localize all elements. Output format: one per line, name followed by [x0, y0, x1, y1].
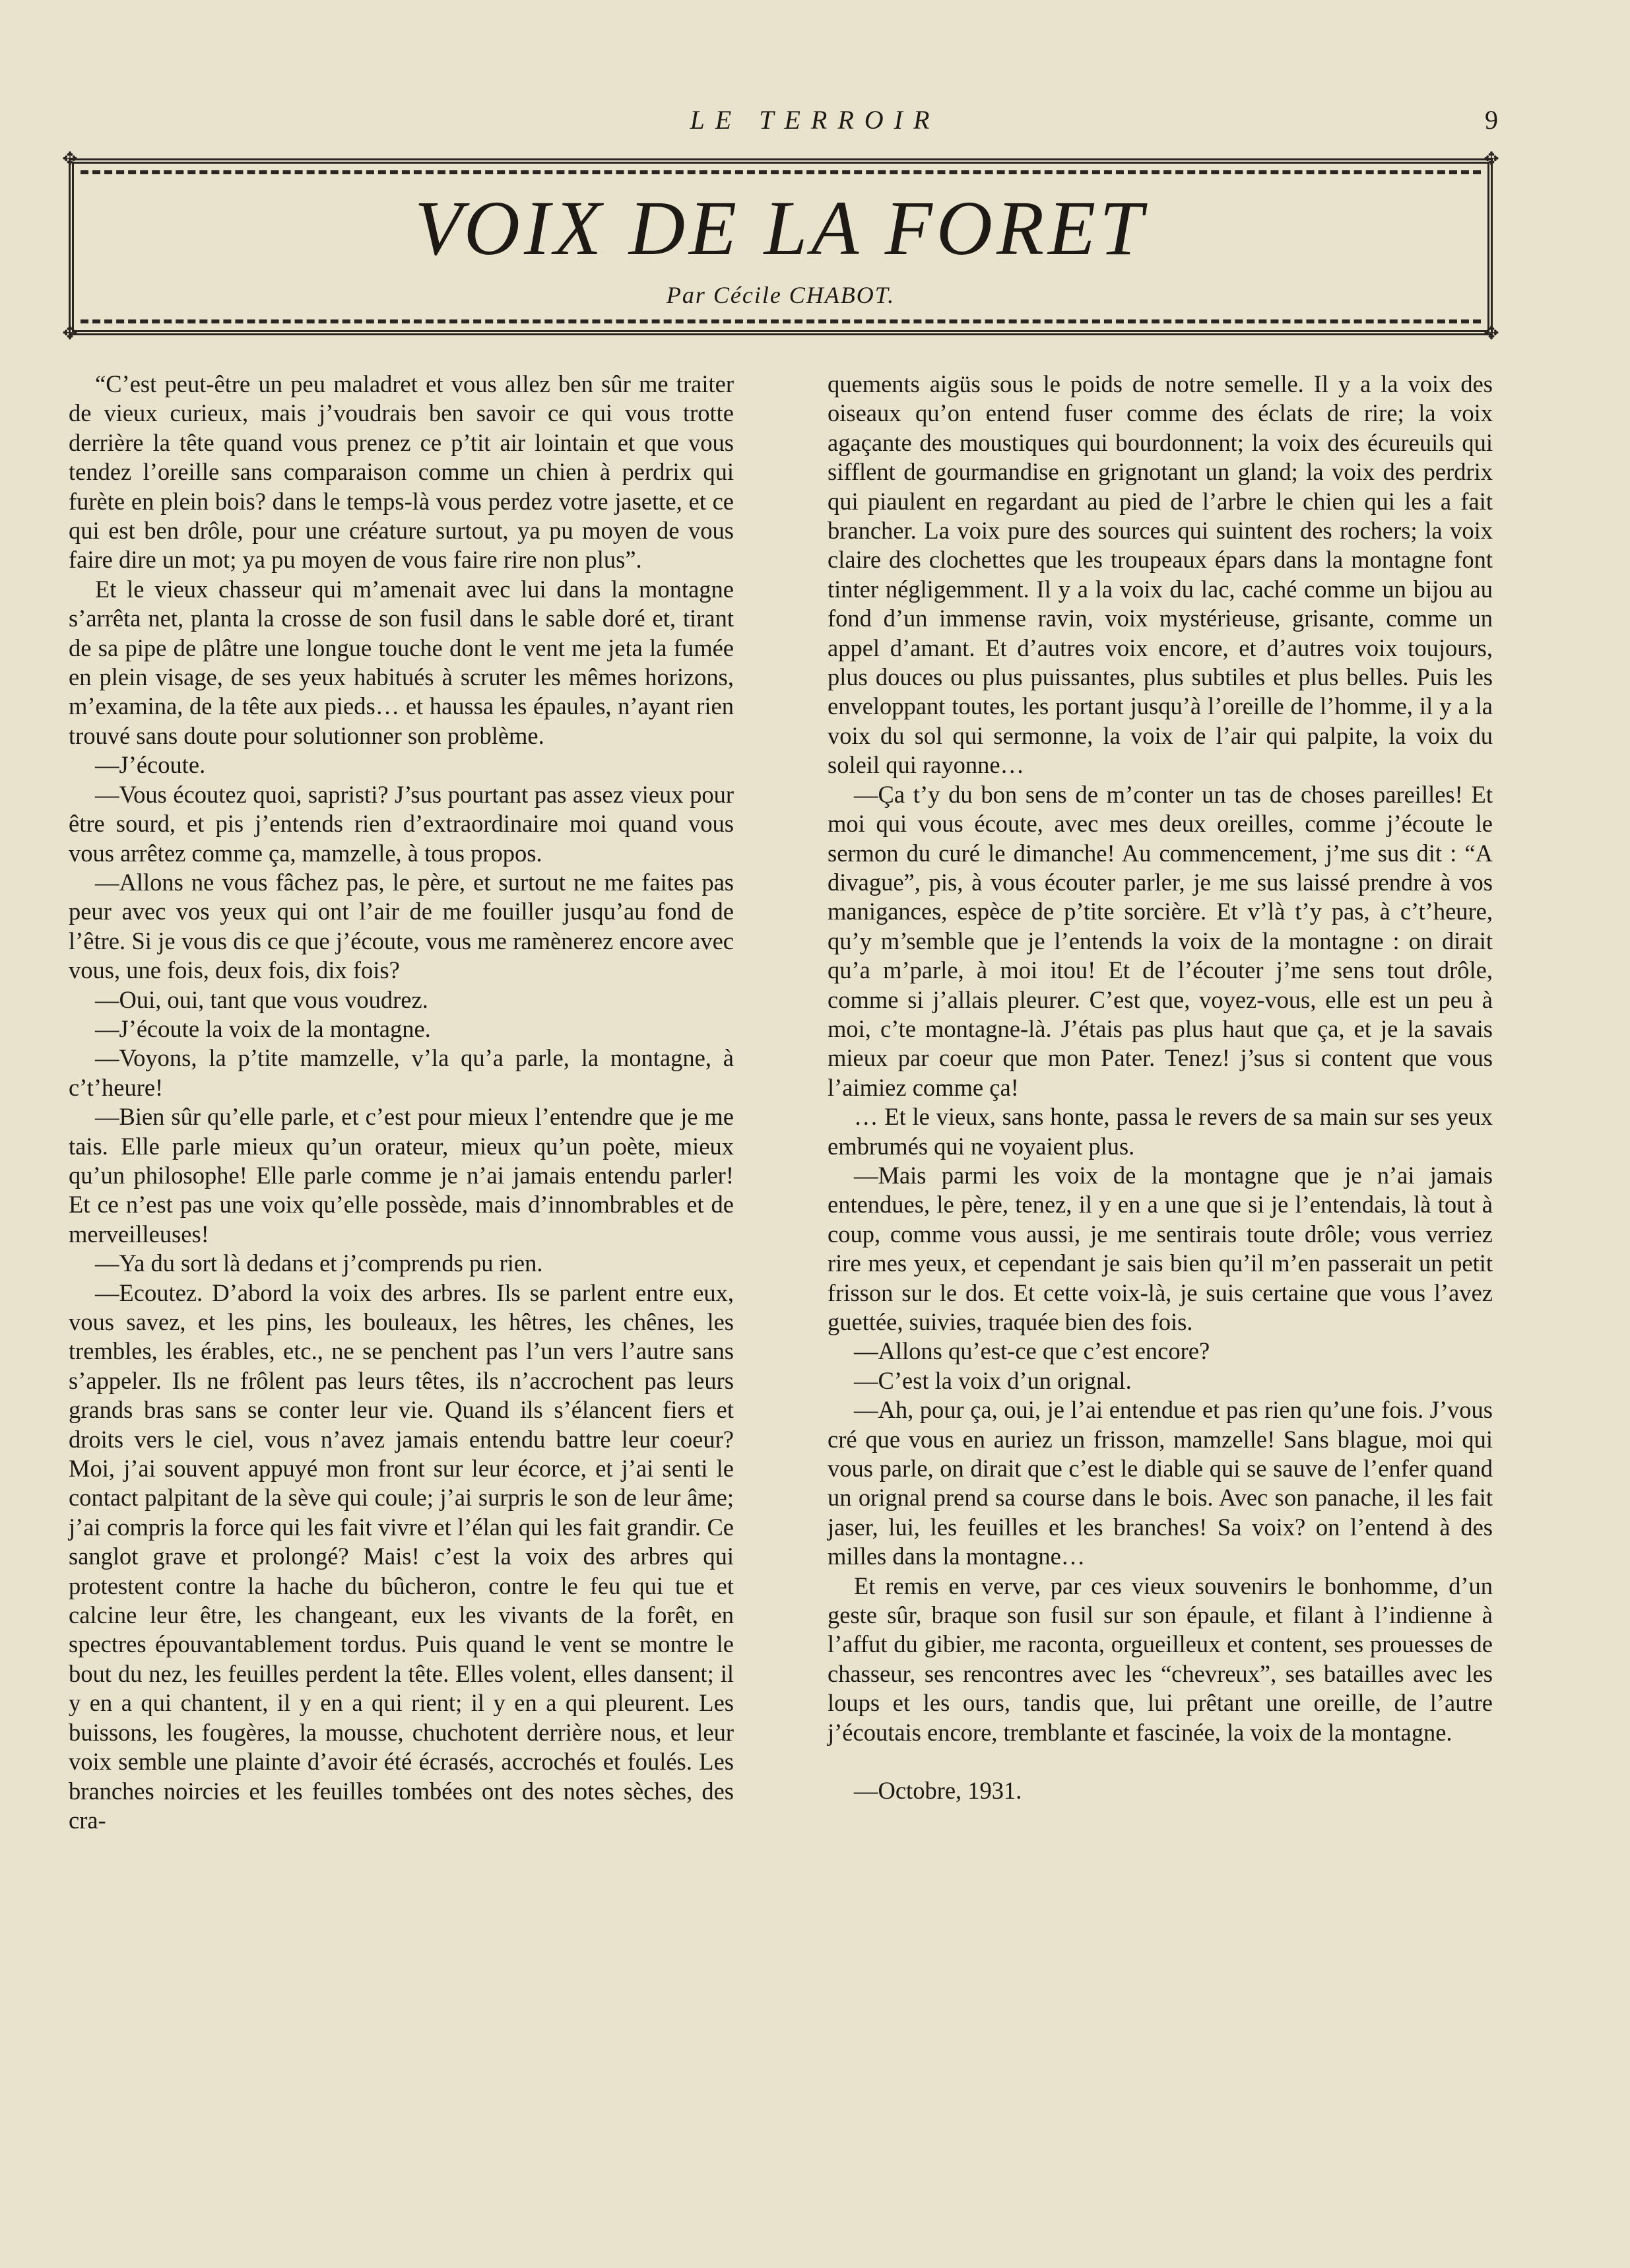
paragraph: —Bien sûr qu’elle parle, et c’est pour mieux l’entendre que je me tais. Elle parle mieux qu’un orateur, mieux qu’un poète, mieux qu’un philosophe! Elle parle comme je n’ai jamais entendu parler! Et ce n’est pas une voix qu’elle possède, mais d’innombrables et de merveilleuses!: [69, 1103, 734, 1248]
corner-ornament-icon: ✥: [62, 149, 78, 170]
corner-ornament-icon: ✥: [1483, 149, 1499, 170]
paragraph: —Ça t’y du bon sens de m’conter un tas de choses pareilles! Et moi qui vous écoute, avec mes deux oreilles, comme j’écoute le sermon du curé le dimanche! Au commencement, j’me sus dit : “A divague”, pis, à vous écouter parler, je me sus laissé prendre à vos manigances, espèce de p’tite sorcière. Et v’là t’y pas, à c’t’heure, qu’y m’semble que je l’entends la voix de la montagne : on dirait qu’a m’parle, à moi itou! Et de l’écouter j’me sens tout drôle, comme si j’allais pleurer. C’est que, voyez-vous, elle est un peu à moi, c’te montagne-là. J’étais pas plus haut que ça, et je la savais mieux par coeur que mon Pater. Tenez! j’sus si content que vous l’aimiez comme ça!: [828, 780, 1493, 1101]
publication-name: LE TERROIR: [690, 105, 940, 135]
paragraph: —Allons qu’est-ce que c’est encore?: [854, 1337, 1210, 1365]
paragraph: —J’écoute.: [95, 751, 206, 779]
paragraph: —Ya du sort là dedans et j’comprends pu rien.: [95, 1250, 543, 1277]
paragraph: Et remis en verve, par ces vieux souvenirs le bonhomme, d’un geste sûr, braque son fusil sur son épaule, et filant à l’indienne à l’affut du gibier, me raconta, orgueilleux et content, ses prouesses de chasseur, ses rencontres avec les “chevreux”, ses batailles avec les loups et les ours, tandis que, lui prêtant une oreille, de l’autre j’écoutais encore, tremblante et fascinée, la voix de la montagne.: [828, 1572, 1493, 1746]
paragraph: —Ah, pour ça, oui, je l’ai entendue et pas rien qu’une fois. J’vous cré que vous en auriez un frisson, mamzelle! Sans blague, moi qui vous parle, on dirait que c’est le diable qui se sauve de l’enfer quand un orignal prend sa course dans le bois. Avec son panache, il les fait jaser, lui, les feuilles et les branches! Sa voix? on l’entend à des milles dans la montagne…: [828, 1396, 1493, 1570]
left-text-column: [69, 370, 734, 1835]
paragraph: —Ecoutez. D’abord la voix des arbres. Ils se parlent entre eux, vous savez, et les pins, les bouleaux, les hêtres, les chênes, les trembles, les érables, etc., ne se penchent pas l’un vers l’autre sans s’appeler. Ils ne frôlent pas leurs têtes, ils n’accrochent pas leurs grands bras sans se conter leur vie. Quand ils s’élancent fiers et droits vers le ciel, vous n’avez jamais entendu battre leur coeur? Moi, j’ai souvent appuyé mon front sur leur écorce, et j’ai senti le contact palpitant de la sève qui coule; j’ai surpris le son de leur âme; j’ai compris la force qui les fait vivre et l’élan qui les fait grandir. Ce sanglot grave et prolongé? Mais! c’est la voix des arbres qui protestent contre la hache du bûcheron, contre le feu qui tue et calcine leur être, les changeant, eux les vivants de la forêt, en spectres épouvantablement tordus. Puis quand le vent se montre le bout du nez, les feuilles perdent la tête. Elles volent, elles dansent; il y en a qui chantent, il y en a qui rient; il y en a qui pleurent. Les buissons, les fougères, la mousse, chuchotent derrière nous, et leur voix semble une plainte d’avoir été écrasés, accrochés et foulés. Les branches noircies et les feuilles tombées ont des notes sèches, des cra-: [69, 1279, 734, 1834]
article-byline: Par Cécile CHABOT.: [666, 282, 896, 308]
page-number: 9: [1485, 105, 1498, 135]
paragraph: Et le vieux chasseur qui m’amenait avec lui dans la montagne s’arrêta net, planta la crosse de son fusil dans le sable doré et, tirant de sa pipe de plâtre une longue touche dont le vent me jeta la fumée en plein visage, de ses yeux habitués à scruter les mêmes horizons, m’examina, de la tête aux pieds… et haussa les épaules, n’ayant rien trouvé sans doute pour solutionner son problème.: [69, 575, 734, 749]
paragraph: … Et le vieux, sans honte, passa le revers de sa main sur ses yeux embrumés qui ne voyaient plus.: [828, 1103, 1493, 1160]
right-text-column: [828, 370, 1493, 1806]
running-header: [0, 100, 1630, 140]
article-title: VOIX DE LA FORET: [414, 185, 1147, 271]
paragraph: quements aigüs sous le poids de notre semelle. Il y a la voix des oiseaux qu’on entend fuser comme des éclats de rire; la voix agaçante des moustiques qui bourdonnent; la voix des écureuils qui sifflent de gourmandise en grignotant un gland; la voix des perdrix qui piaulent en regardant au pied de l’arbre le chien qui les a fait brancher. La voix pure des sources qui suintent des rochers; la voix claire des clochettes que les troupeaux épars dans la montagne font tinter négligemment. Il y a la voix du lac, caché comme un bijou au fond d’un immense ravin, voix mystérieuse, grisante, comme un appel d’amant. Et d’autres voix encore, et d’autres voix toujours, plus douces ou plus puissantes, plus subtiles et plus belles. Puis les enveloppant toutes, les portant jusqu’à l’oreille de l’homme, il y a la voix du sol qui sermonne, la voix de l’air qui palpite, la voix du soleil qui rayonne…: [828, 370, 1493, 779]
paragraph: —Mais parmi les voix de la montagne que je n’ai jamais entendues, le père, tenez, il y en a une que si je l’entendais, là tout à coup, comme vous aussi, je me sentirais toute drôle; vous verriez rire mes yeux, et cependant je sais bien qu’il m’en passerait un petit frisson sur le dos. Et cette voix-là, je suis certaine que vous l’avez guettée, suivies, traquée bien des fois.: [828, 1161, 1493, 1335]
corner-ornament-icon: ✥: [62, 323, 78, 344]
corner-ornament-icon: ✥: [1483, 323, 1499, 344]
paragraph: —C’est la voix d’un orignal.: [854, 1366, 1132, 1394]
paragraph: —Oui, oui, tant que vous voudrez.: [95, 985, 428, 1013]
dateline: —Octobre, 1931.: [854, 1777, 1022, 1805]
paragraph: —Vous écoutez quoi, sapristi? J’sus pourtant pas assez vieux pour être sourd, et pis j’entends rien d’extraordinaire moi quand vous vous arrêtez comme ça, mamzelle, à tous propos.: [69, 780, 734, 867]
paragraph: —J’écoute la voix de la montagne.: [95, 1015, 431, 1042]
paragraph: “C’est peut-être un peu maladret et vous allez ben sûr me traiter de vieux curieux, mais j’voudrais ben savoir ce qui vous trotte derrière la tête quand vous prenez ce p’tit air lointain et que vous tendez l’oreille sans comparaison comme un chien à perdrix qui furète en plein bois? dans le temps-là vous perdez votre jasette, et ce qui est ben drôle, pour une créature surtout, ya pu moyen de vous faire dire un mot; ya pu moyen de vous faire rire non plus”.: [69, 370, 734, 574]
paragraph: —Allons ne vous fâchez pas, le père, et surtout ne me faites pas peur avec vos yeux qui ont l’air de me fouiller jusqu’au fond de l’être. Si je vous dis ce que j’écoute, vous me ramènerez encore avec vous, une fois, deux fois, dix fois?: [69, 868, 734, 984]
title-ornamental-frame: [62, 149, 1499, 344]
paragraph: —Voyons, la p’tite mamzelle, v’la qu’a parle, la montagne, à c’t’heure!: [69, 1044, 734, 1101]
